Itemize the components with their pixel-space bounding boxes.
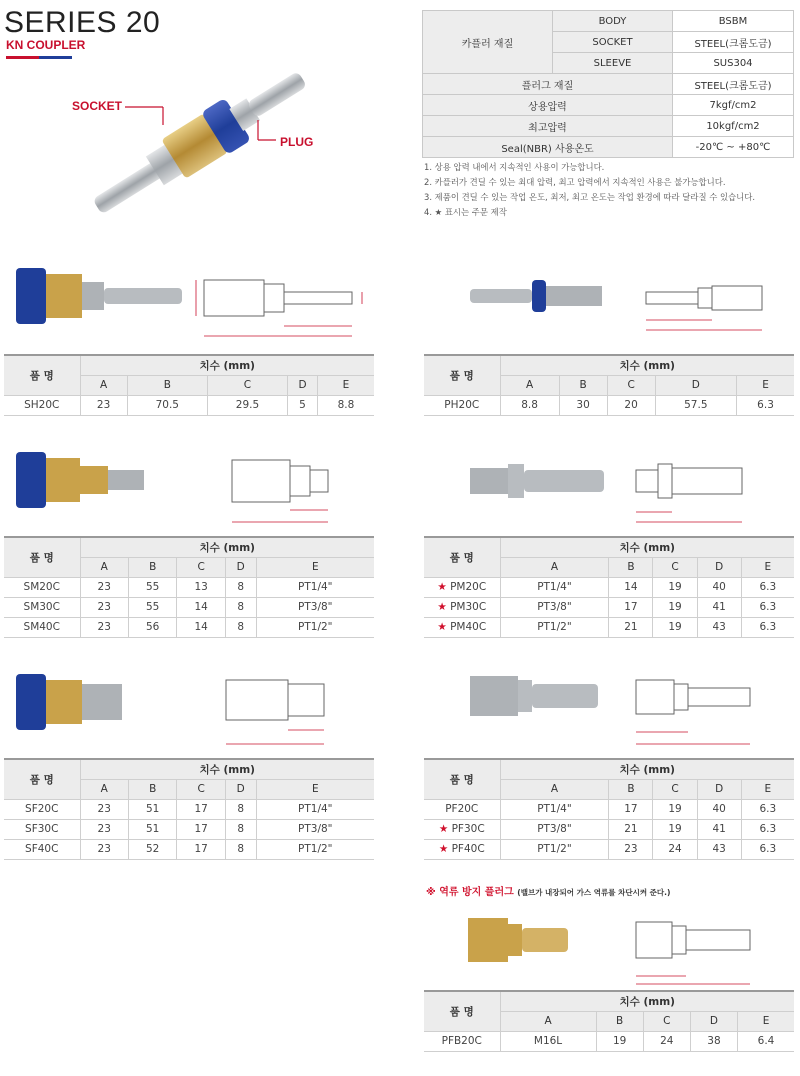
custom-order-star-icon: ★ [438,823,449,835]
sm20c-photo [14,448,146,512]
product-name [4,617,80,637]
product-name [4,577,80,597]
dim-c: 17 [177,799,225,819]
column-header: C [177,557,225,577]
product-code: SH20C [24,399,60,411]
column-header: E [738,1011,794,1031]
table-row [4,819,374,839]
dims-header: 치수 (mm) [500,355,794,375]
column-header: D [690,1011,737,1031]
dim-c: 24 [643,1031,690,1051]
product-name [4,819,80,839]
spec-value: STEEL(크롬도금) [673,74,794,95]
column-header: C [653,779,697,799]
dim-c: 24 [653,839,697,859]
dim-e: PT3/8" [256,597,374,617]
dim-a: PT3/8" [500,597,609,617]
dim-a: 23 [80,597,128,617]
spec-part: SOCKET [553,32,673,53]
column-header: D [655,375,736,395]
table-row [424,839,794,859]
spec-value: STEEL(크롬도금) [673,32,794,53]
dim-c: 13 [177,577,225,597]
ph-dimension-table [424,354,794,416]
product-name [424,799,500,819]
dim-b: 56 [128,617,176,637]
dim-e: 8.8 [317,395,374,415]
table-row [4,597,374,617]
dim-b: 51 [128,799,176,819]
product-code: SM20C [23,581,60,593]
product-code: SM30C [23,601,60,613]
dim-c: 17 [177,819,225,839]
sm-dimension-table [4,536,374,638]
dim-a: M16L [500,1031,596,1051]
dim-d: 8 [225,839,256,859]
dim-b: 21 [609,617,653,637]
column-header: B [128,779,176,799]
dim-e: PT1/2" [256,617,374,637]
dim-a: 23 [80,819,128,839]
column-header: A [500,557,609,577]
column-header: B [128,557,176,577]
note-item: 2. 카플러가 견딜 수 있는 최대 압력, 최고 압력에서 지속적인 사용은 불가능합니다. [424,177,726,187]
pm20c-drawing [626,448,776,532]
column-header: C [177,779,225,799]
sf20c-drawing [206,668,342,754]
product-code: PF40C [451,843,485,855]
sf20c-photo [14,672,126,732]
note-item: 1. 상용 압력 내에서 지속적인 사용이 가능합니다. [424,162,605,172]
dim-a: PT1/4" [500,799,609,819]
table-row [424,617,794,637]
dim-a: 23 [80,395,127,415]
product-name [424,819,500,839]
note-text: 4. ★ 표시는 주문 제작 [424,207,507,217]
note-item [424,205,796,220]
product-code: SF30C [25,823,59,835]
dim-b: 14 [609,577,653,597]
dim-e: PT3/8" [256,819,374,839]
product-code: PM20C [450,581,487,593]
dim-a: PT1/4" [500,577,609,597]
dim-a: PT3/8" [500,819,609,839]
dim-b: 70.5 [127,395,207,415]
dim-c: 19 [653,617,697,637]
spec-value: -20℃ ~ +80℃ [673,137,794,158]
name-header: 품 명 [4,537,80,577]
column-header: A [80,375,127,395]
table-row [424,577,794,597]
product-code: PF30C [451,823,485,835]
dim-c: 17 [177,839,225,859]
column-header: C [643,1011,690,1031]
dim-b: 30 [559,395,607,415]
pfb20c-photo [466,914,572,966]
dim-b: 52 [128,839,176,859]
pfb20c-drawing [626,906,776,990]
dim-e: 6.3 [741,819,794,839]
column-header: E [737,375,794,395]
custom-order-star-icon: ★ [437,581,447,593]
table-row [424,395,794,415]
dim-d: 41 [697,819,741,839]
column-header: A [80,557,128,577]
dim-d: 8 [225,819,256,839]
column-header: C [653,557,697,577]
dim-d: 8 [225,799,256,819]
dim-e: PT1/4" [256,577,374,597]
product-name [424,839,500,859]
pf-dimension-table [424,758,794,860]
column-header: B [559,375,607,395]
ph20c-drawing [626,282,776,340]
dim-a: PT1/2" [500,617,609,637]
column-header: E [256,779,374,799]
product-code: PM30C [450,601,487,613]
notes-list [424,160,796,220]
table-row [4,839,374,859]
sm20c-drawing [204,452,340,532]
sf-dimension-table [4,758,374,860]
name-header: 품 명 [424,355,500,395]
product-code: PFB20C [441,1035,482,1047]
table-row [424,1031,794,1051]
product-code: PF20C [445,803,479,815]
dim-e: 6.3 [741,839,794,859]
dim-c: 14 [177,617,225,637]
dims-header: 치수 (mm) [500,991,794,1011]
dims-header: 치수 (mm) [80,759,374,779]
note-item: 3. 제품이 견딜 수 있는 작업 온도, 최저, 최고 온도는 작업 환경에 따라 달라질 수 있습니다. [424,192,755,202]
spec-label: 플러그 재질 [423,74,673,95]
dim-b: 23 [609,839,653,859]
custom-order-star-icon: ★ [437,621,447,633]
socket-callout: SOCKET [72,99,123,113]
column-header: B [596,1011,643,1031]
spec-value: 10kgf/cm2 [673,116,794,137]
product-code: PH20C [444,399,480,411]
dim-e: PT1/4" [256,799,374,819]
sh20c-photo [14,262,184,330]
dim-d: 8 [225,577,256,597]
pf20c-photo [468,672,602,720]
column-header: A [500,779,609,799]
spec-table [422,10,794,158]
name-header: 품 명 [424,991,500,1031]
column-header: D [225,779,256,799]
product-name [424,577,500,597]
dim-e: 6.3 [741,799,794,819]
sh20c-drawing [190,270,380,344]
dim-e: 6.3 [737,395,794,415]
column-header: D [697,557,741,577]
pm-dimension-table [424,536,794,638]
column-header: B [609,557,653,577]
backflow-title: ※ 역류 방지 플러그 [426,887,514,898]
column-header: C [207,375,287,395]
column-header: B [609,779,653,799]
spec-label: 최고압력 [423,116,673,137]
product-code: PM40C [450,621,487,633]
dim-d: 41 [697,597,741,617]
product-name [424,617,500,637]
dim-e: PT1/2" [256,839,374,859]
table-row [424,819,794,839]
product-code: SM40C [23,621,60,633]
dim-d: 40 [697,799,741,819]
dim-e: 6.3 [741,577,794,597]
column-header: E [256,557,374,577]
spec-value: SUS304 [673,53,794,74]
dim-b: 55 [128,597,176,617]
sh-dimension-table [4,354,374,416]
column-header: E [317,375,374,395]
product-code: SF20C [25,803,59,815]
dim-a: 8.8 [500,395,559,415]
dim-e: 6.4 [738,1031,794,1051]
dim-b: 19 [596,1031,643,1051]
spec-value: 7kgf/cm2 [673,95,794,116]
dim-a: PT1/2" [500,839,609,859]
product-name [4,597,80,617]
pm20c-photo [468,462,608,500]
product-name [4,799,80,819]
dim-d: 8 [225,597,256,617]
spec-label: Seal(NBR) 사용온도 [423,137,673,158]
dim-a: 23 [80,617,128,637]
table-row [4,395,374,415]
dims-header: 치수 (mm) [80,537,374,557]
table-row [4,799,374,819]
column-header: D [225,557,256,577]
custom-order-star-icon: ★ [438,843,449,855]
spec-part: SLEEVE [553,53,673,74]
column-header: D [288,375,318,395]
table-row [4,617,374,637]
column-header: A [80,779,128,799]
column-header: B [127,375,207,395]
custom-order-star-icon: ★ [437,601,447,613]
product-name [424,395,500,415]
dim-b: 17 [609,597,653,617]
dim-d: 5 [288,395,318,415]
dims-header: 치수 (mm) [500,537,794,557]
spec-value: BSBM [673,11,794,32]
pfb-dimension-table [424,990,794,1052]
ph20c-photo [468,276,606,316]
product-name [4,395,80,415]
dim-b: 51 [128,819,176,839]
dim-d: 8 [225,617,256,637]
dim-b: 55 [128,577,176,597]
product-code: SF40C [25,843,59,855]
dim-a: 23 [80,577,128,597]
dim-b: 21 [609,819,653,839]
dim-c: 20 [607,395,655,415]
dim-c: 29.5 [207,395,287,415]
column-header: A [500,1011,596,1031]
dim-e: 6.3 [741,597,794,617]
dim-d: 40 [697,577,741,597]
dims-header: 치수 (mm) [500,759,794,779]
dim-c: 14 [177,597,225,617]
table-row [424,799,794,819]
dim-c: 19 [653,577,697,597]
spec-part: BODY [553,11,673,32]
backflow-note [426,883,670,898]
column-header: E [741,557,794,577]
pf20c-drawing [626,660,776,752]
dim-c: 19 [653,799,697,819]
table-row [4,577,374,597]
dim-e: 6.3 [741,617,794,637]
coupler-material-label: 카플러 재질 [423,11,553,74]
product-name [424,1031,500,1051]
page-subtitle: KN COUPLER [6,38,86,52]
plug-callout: PLUG [280,135,314,149]
dim-a: 23 [80,839,128,859]
dims-header: 치수 (mm) [80,355,374,375]
dim-d: 38 [690,1031,737,1051]
column-header: C [607,375,655,395]
column-header: A [500,375,559,395]
dim-c: 19 [653,597,697,617]
dim-d: 57.5 [655,395,736,415]
dim-a: 23 [80,799,128,819]
spec-label: 상용압력 [423,95,673,116]
name-header: 품 명 [424,759,500,799]
subtitle-underline [6,56,72,59]
column-header: E [741,779,794,799]
column-header: D [697,779,741,799]
product-name [424,597,500,617]
dim-d: 43 [697,617,741,637]
dim-b: 17 [609,799,653,819]
name-header: 품 명 [4,759,80,799]
dim-c: 19 [653,819,697,839]
name-header: 품 명 [4,355,80,395]
table-row [424,597,794,617]
name-header: 품 명 [424,537,500,577]
page-title: SERIES 20 [4,6,161,39]
backflow-subtitle: (밸브가 내장되어 가스 역류를 차단시켜 준다.) [517,888,671,897]
product-name [4,839,80,859]
dim-d: 43 [697,839,741,859]
